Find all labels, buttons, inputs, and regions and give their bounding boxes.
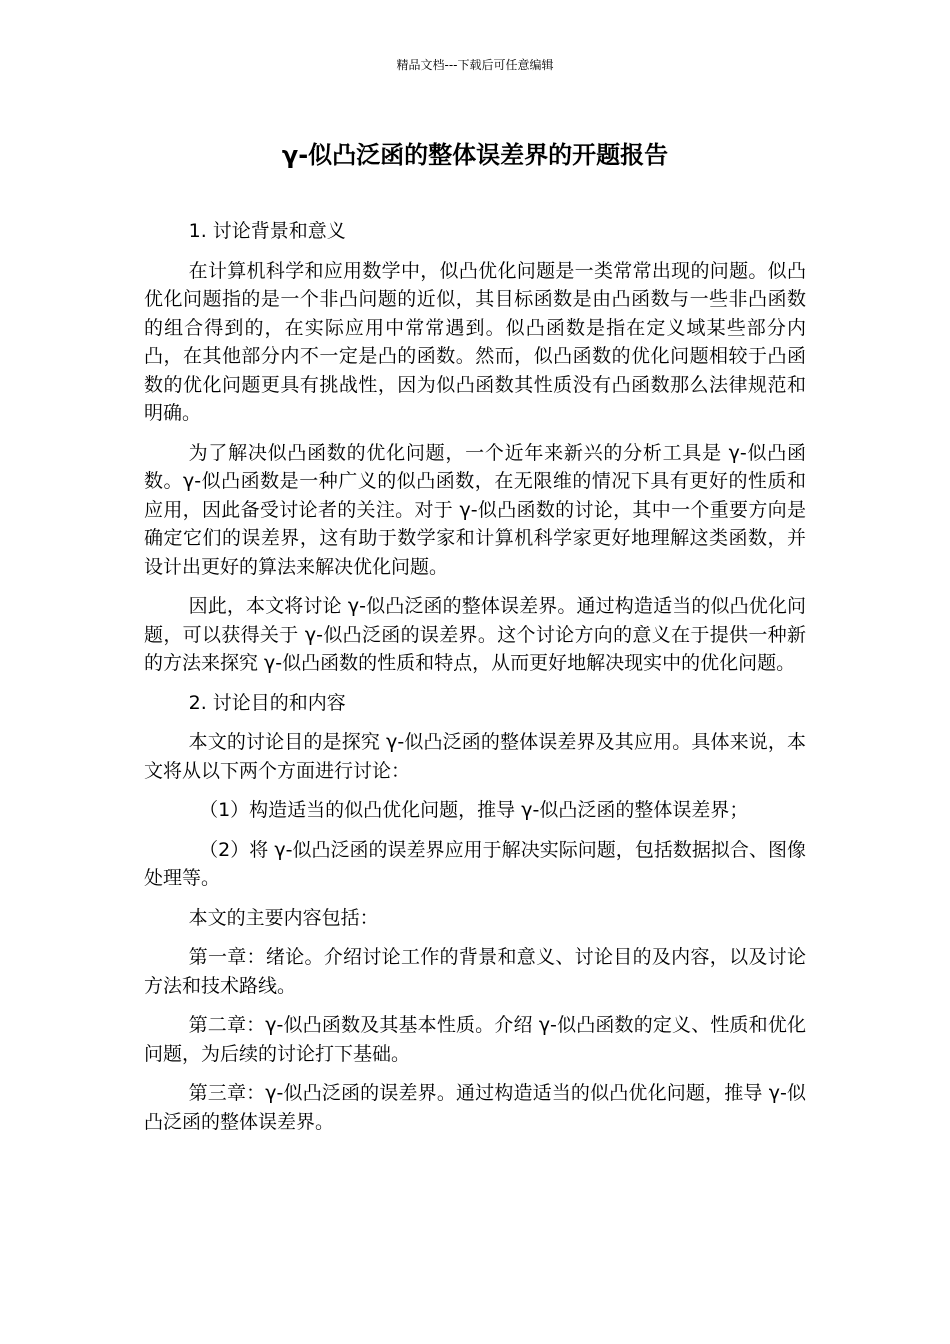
paragraph-background-3: 因此，本文将讨论 γ-似凸泛函的整体误差界。通过构造适当的似凸优化问题，可以获得关于 γ-似凸泛函的误差界。这个讨论方向的意义在于提供一种新的方法来探究 γ-似凸函数的性质和特点，从而更好地解决现实中的优化问题。 [144,595,806,674]
paragraph-chapter-2: 第二章：γ-似凸函数及其基本性质。介绍 γ-似凸函数的定义、性质和优化问题，为后续的讨论打下基础。 [144,1014,806,1065]
list-item-1: （1）构造适当的似凸优化问题，推导 γ-似凸泛函的整体误差界； [199,799,749,821]
paragraph-background-1: 在计算机科学和应用数学中，似凸优化问题是一类常常出现的问题。似凸优化问题指的是一个非凸问题的近似，其目标函数是由凸函数与一些非凸函数的组合得到的，在实际应用中常常遇到。似凸函数是指在定义域某些部分内凸，在其他部分内不一定是凸的函数。然而，似凸函数的优化问题相较于凸函数的优化问题更具有挑战性，因为似凸函数其性质没有凸函数那么法律规范和明确。 [144,259,806,424]
section-heading-background: 1. 讨论背景和意义 [188,220,346,242]
paragraph-contents-intro: 本文的主要内容包括： [188,906,379,929]
paragraph-chapter-1: 第一章：绪论。介绍讨论工作的背景和意义、讨论目的及内容，以及讨论方法和技术路线。 [144,946,806,997]
section-heading-purpose: 2. 讨论目的和内容 [188,691,346,714]
paragraph-chapter-3: 第三章：γ-似凸泛函的误差界。通过构造适当的似凸优化问题，推导 γ-似凸泛函的整体误差界。 [144,1082,806,1133]
paragraph-purpose: 本文的讨论目的是探究 γ-似凸泛函的整体误差界及其应用。具体来说，本文将从以下两个方面进行讨论： [144,731,806,782]
paragraph-background-2: 为了解决似凸函数的优化问题，一个近年来新兴的分析工具是 γ-似凸函数。γ-似凸函数是一种广义的似凸函数，在无限维的情况下具有更好的性质和应用，因此备受讨论者的关注。对于 γ-似凸函数的讨论，其中一个重要方向是确定它们的误差界，这有助于数学家和计算机科学家更好地理解这类函数，并设计出更好的算法来解决优化问题。 [144,441,806,578]
document-body [144,217,806,1147]
document-title: γ-似凸泛函的整体误差界的开题报告 [281,141,669,169]
page-header: 精品文档---下载后可任意编辑 [396,58,554,72]
list-item-2: （2）将 γ-似凸泛函的误差界应用于解决实际问题，包括数据拟合、图像处理等。 [144,838,806,889]
